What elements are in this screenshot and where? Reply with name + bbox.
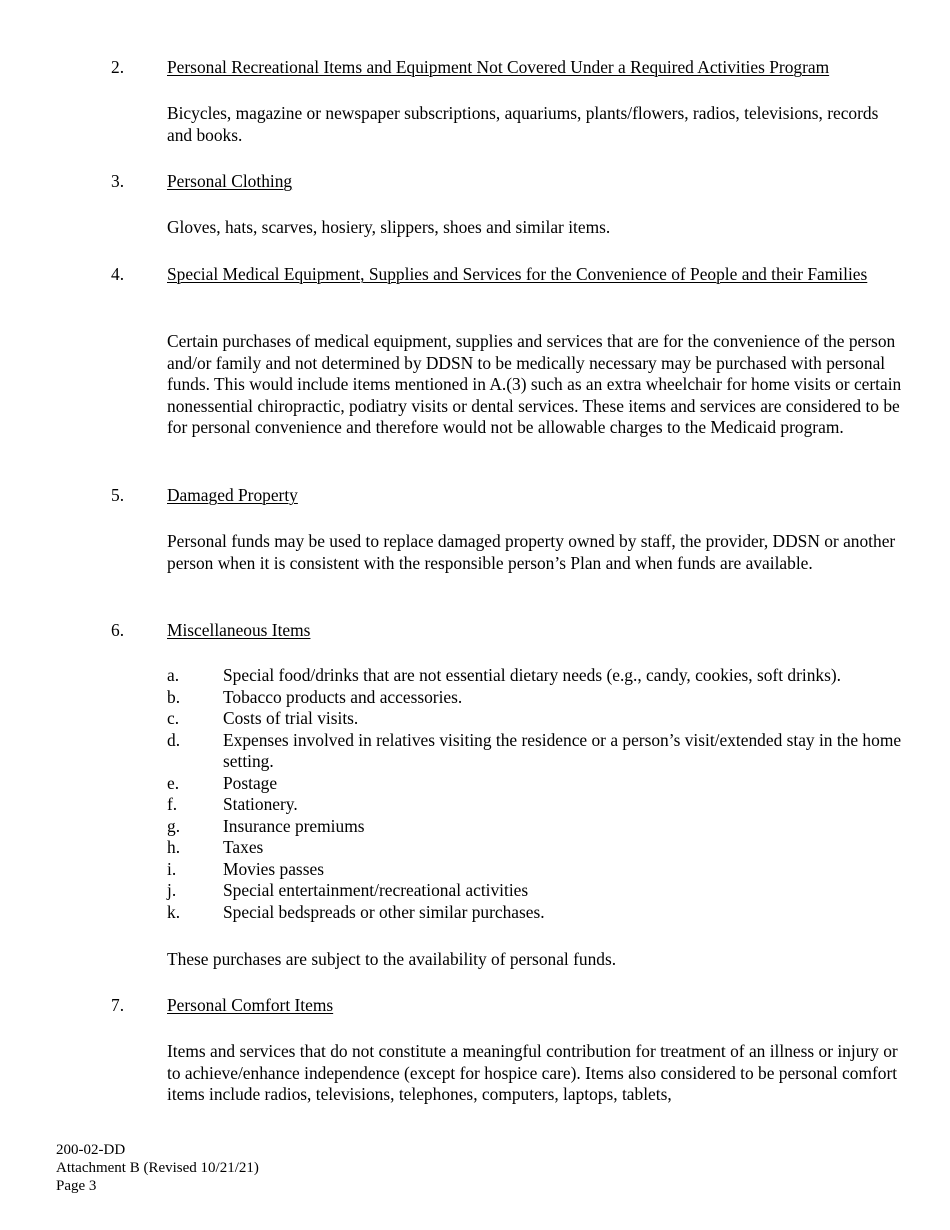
- list-item-text: Stationery.: [223, 794, 298, 814]
- list-item-text: Movies passes: [223, 858, 324, 879]
- section-4-body: Certain purchases of medical equipment, supplies and services that are for the convenience of the person and/or family and not determined by DDSN to be medically necessary may be purchased with personal funds. This would include items mentioned in A.(3) such as an extra wheelchair for home visits or certain nonessential chiropractic, podiatry visits or dental services. These items and services are considered to be for personal convenience and therefore would not be allowable charges to the Medicaid program.: [167, 331, 902, 437]
- list-item-label: e.: [167, 772, 180, 793]
- section-4-heading: Special Medical Equipment, Supplies and Services for the Convenience of People and their Families: [167, 264, 868, 284]
- section-4-number: 4.: [111, 264, 125, 284]
- list-item-text: Expenses involved in relatives visiting the residence or a person’s visit/extended stay in the home setting.: [223, 729, 902, 771]
- list-item-text: Insurance premiums: [223, 815, 365, 836]
- list-item-label: b.: [167, 686, 181, 707]
- footer-page-number: Page 3: [56, 1178, 97, 1194]
- list-item: [167, 837, 902, 859]
- list-item: [167, 859, 902, 881]
- section-5-body: Personal funds may be used to replace damaged property owned by staff, the provider, DDSN or another person when it is consistent with the responsible person’s Plan and when funds are available.: [167, 531, 896, 573]
- list-item-text: Special entertainment/recreational activities: [223, 880, 529, 900]
- miscellaneous-items-list: [167, 665, 902, 923]
- section-7-body: Items and services that do not constitute a meaningful contribution for treatment of an illness or injury or to achieve/enhance independence (except for hospice care). Items also considered to be personal comfort items include radios, televisions, telephones, computers, laptops, tablets,: [167, 1041, 898, 1104]
- list-item-label: d.: [167, 729, 181, 750]
- section-6-number: 6.: [111, 620, 125, 640]
- page-footer: [56, 1141, 259, 1195]
- list-item: [167, 902, 902, 924]
- section-3-number: 3.: [111, 171, 125, 191]
- list-item: [167, 794, 902, 816]
- list-item: [167, 816, 902, 838]
- section-7-number: 7.: [111, 995, 125, 1015]
- list-item-text: Tobacco products and accessories.: [223, 686, 463, 707]
- list-item: [167, 708, 902, 730]
- list-item-label: j.: [167, 880, 177, 900]
- list-item-label: f.: [167, 794, 178, 814]
- list-item-label: c.: [167, 708, 180, 728]
- list-item: [167, 880, 902, 902]
- list-item-label: i.: [167, 858, 177, 879]
- list-item-text: Postage: [223, 772, 278, 793]
- section-3-heading: Personal Clothing: [167, 171, 293, 191]
- section-3-body: Gloves, hats, scarves, hosiery, slippers, shoes and similar items.: [167, 217, 611, 237]
- list-item-label: h.: [167, 837, 181, 857]
- list-item-label: k.: [167, 901, 181, 922]
- section-5-number: 5.: [111, 485, 125, 505]
- footer-attachment: Attachment B (Revised 10/21/21): [56, 1160, 259, 1176]
- list-item: [167, 665, 902, 687]
- section-5-heading: Damaged Property: [167, 485, 298, 505]
- list-item-text: Taxes: [223, 837, 264, 857]
- list-item-text: Costs of trial visits.: [223, 708, 359, 728]
- section-2-body: Bicycles, magazine or newspaper subscriptions, aquariums, plants/flowers, radios, televisions, records and books.: [167, 103, 879, 145]
- section-2-number: 2.: [111, 57, 125, 77]
- footer-doc-number: 200-02-DD: [56, 1142, 126, 1158]
- list-item: [167, 730, 902, 773]
- section-6-note: These purchases are subject to the availability of personal funds.: [167, 949, 617, 969]
- section-2-heading: Personal Recreational Items and Equipment Not Covered Under a Required Activities Program: [167, 57, 830, 77]
- list-item-text: Special bedspreads or other similar purchases.: [223, 901, 545, 922]
- list-item: [167, 773, 902, 795]
- list-item: [167, 687, 902, 709]
- list-item-text: Special food/drinks that are not essential dietary needs (e.g., candy, cookies, soft drinks).: [223, 665, 841, 685]
- section-7-heading: Personal Comfort Items: [167, 995, 334, 1015]
- section-6-heading: Miscellaneous Items: [167, 620, 311, 640]
- list-item-label: g.: [167, 815, 181, 836]
- list-item-label: a.: [167, 665, 180, 685]
